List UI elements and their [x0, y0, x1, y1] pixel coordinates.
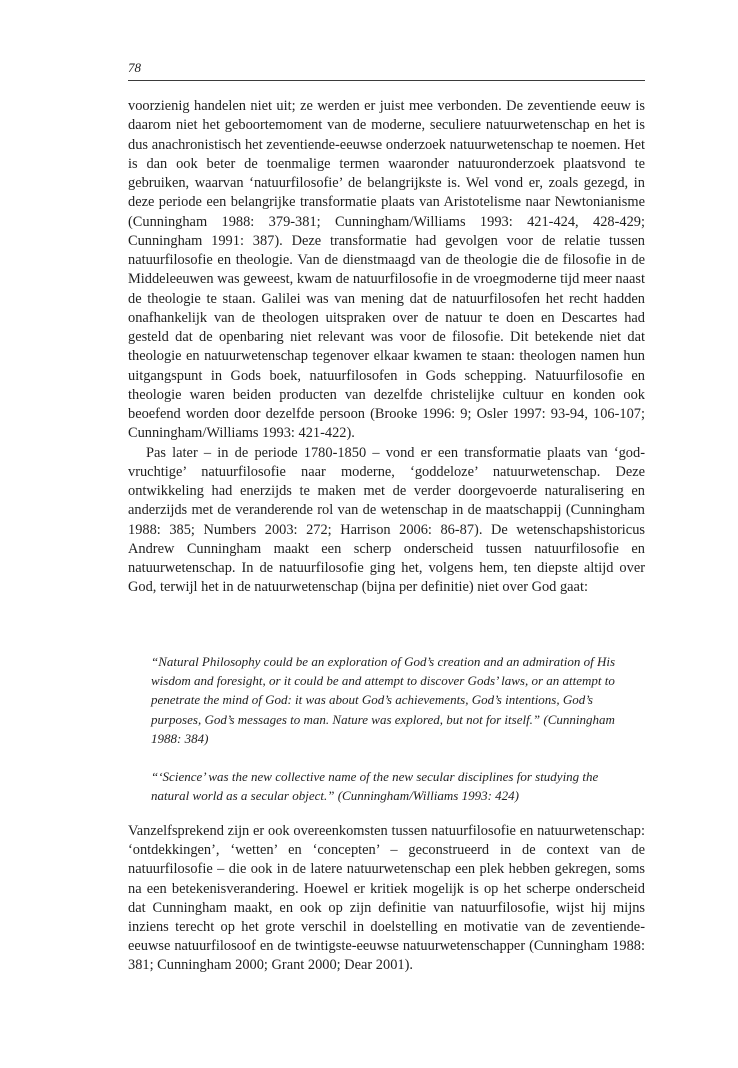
page-number: 78	[128, 60, 141, 75]
quote-1: “Natural Philosophy could be an exploration of God’s creation and an admiration of His wisdom and foresight, or it could be and attempt to discover Gods’ laws, or an attempt to penetrate the mind of God: it was about God’s achievements, God’s intentions, God’s purposes, God’s messages to man. Nature was explored, but not for itself.” (Cunningham 1988: 384)	[151, 654, 616, 746]
body-text	[128, 97, 645, 598]
closing-paragraph: Vanzelfsprekend zijn er ook overeenkomsten tussen natuurfilosofie en natuurwetenschap: ‘ontdekkingen’, ‘wetten’ en ‘concepten’ – geconstrueerd in de context van de natuurfilosofie – die ook in de latere natuurwetenschap een plek hebben gekregen, soms na een betekenisverandering. Hoewel er kritiek mogelijk is op het scherpe onderscheid dat Cunningham maakt, en ook op zijn definitie van natuurfilosofie, wijst hij mijns inziens terecht op het grote verschil in doelstelling en motivatie van de zeventiende-eeuwse natuurfilosoof en de twintigste-eeuwse natuurwetenschapper (Cunningham 1988: 381; Cunningham 2000; Grant 2000; Dear 2001).	[128, 823, 645, 974]
closing-text	[128, 822, 645, 976]
block-quotes	[151, 652, 629, 806]
paragraph-1: voorzienig handelen niet uit; ze werden er juist mee verbonden. De zeventiende eeuw is daarom niet het geboortemoment van de moderne, seculiere natuurwetenschap en het is dus anachronistisch het zeventiende-eeuwse onderzoek natuurwetenschap te noemen. Het is dan ook beter de toenmalige termen waaronder natuuronderzoek plaatsvond te gebruiken, waarvan ‘natuurfilosofie’ de belangrijkste is. Wel vond er, zoals gezegd, in deze periode een belangrijke transformatie plaats van Aristotelisme naar Newtonianisme (Cunningham 1988: 379-381; Cunningham/Williams 1993: 421-424, 428-429; Cunningham 1991: 387). Deze transformatie had gevolgen voor de relatie tussen natuurfilosofie en theologie. Van de dienstmaagd van de theologie die de filosofie in de Middeleeuwen was geweest, kwam de natuurfilosofie in de vroegmoderne tijd meer naast de theologie te staan. Galilei was van mening dat de natuurfilosofen het recht hadden onafhankelijk van de theologen uitspraken over de natuur te doen en Descartes had gesteld dat de openbaring niet relevant was voor de filosofie. Dit betekende niet dat theologie en natuurwetenschap tegenover elkaar kwamen te staan: theologen namen hun uitgangspunt in Gods boek, natuurfilosofen in Gods schepping. Natuurfilosofie en theologie waren beiden producten van dezelfde christelijke cultuur en konden ook beoefend worden door dezelfde persoon (Brooke 1996: 9; Osler 1997: 93-94, 106-107; Cunningham/Williams 1993: 421-422).	[128, 98, 645, 442]
quote-2: “‘Science’ was the new collective name of the new secular disciplines for studying the natural world as a secular object.” (Cunningham/Williams 1993: 424)	[151, 769, 599, 804]
paragraph-2: Pas later – in de periode 1780-1850 – vond er een transformatie plaats van ‘godvruchtige’ natuurfilosofie naar moderne, ‘goddeloze’ natuurwetenschap. Deze ontwikkeling had enerzijds te maken met de verder doorgevoerde naturalisering en anderzijds met de veranderende rol van de wetenschap in de maatschappij (Cunningham 1988: 385; Numbers 2003: 272; Harrison 2006: 86-87). De wetenschapshistoricus Andrew Cunningham maakt een scherp onderscheid tussen natuurfilosofie en natuurwetenschap. In de natuurfilosofie ging het, volgens hem, ten diepste altijd over God, terwijl het in de natuurwetenschap (bijna per definitie) niet over God gaat:	[128, 444, 645, 596]
header-rule	[128, 80, 645, 81]
